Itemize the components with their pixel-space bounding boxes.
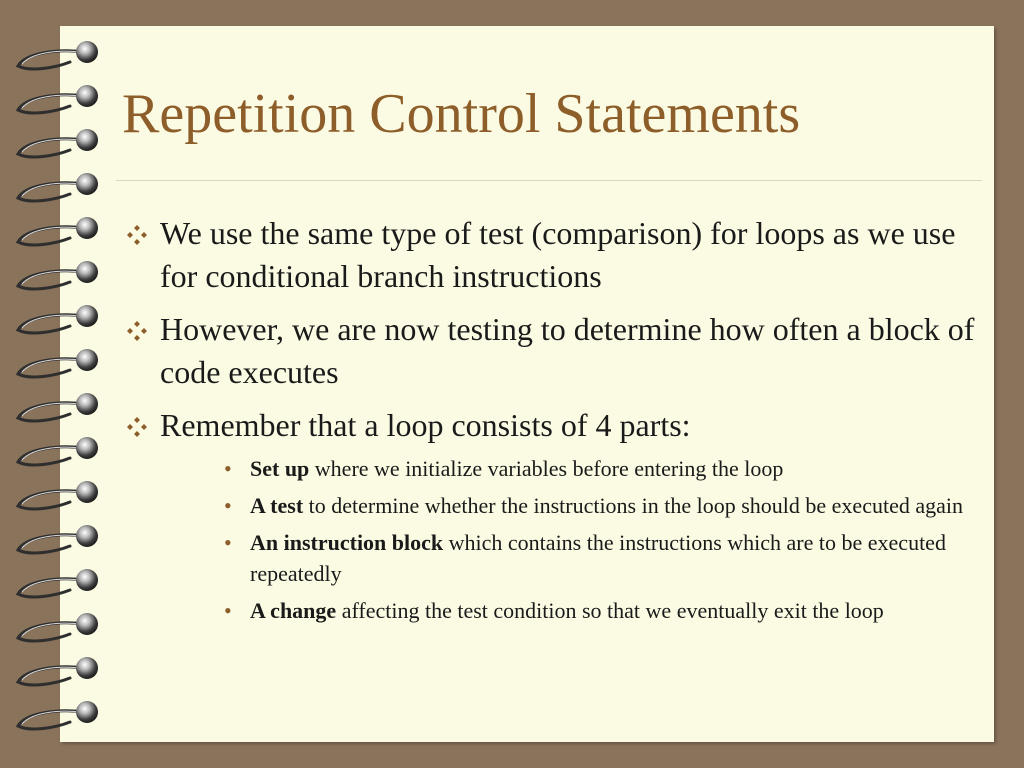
spiral-wire	[18, 95, 85, 113]
four-diamond-icon	[126, 416, 148, 438]
spiral-wire	[18, 51, 85, 69]
four-diamond-icon	[126, 320, 148, 342]
sub-bullet-term: A test	[250, 493, 304, 518]
sub-bullet-text: where we initialize variables before entering the loop	[309, 456, 784, 481]
spiral-ring	[76, 481, 98, 503]
spiral-ring	[76, 701, 98, 723]
sub-bullet-term: A change	[250, 598, 337, 623]
sub-bullet-item	[224, 490, 980, 521]
bullet-dot-icon: •	[224, 493, 232, 518]
spiral-ring	[76, 525, 98, 547]
bullet-dot-icon: •	[224, 456, 232, 481]
bullet-text: However, we are now testing to determine how often a block of code executes	[160, 311, 975, 390]
bullet-text: Remember that a loop consists of 4 parts:	[160, 407, 691, 443]
spiral-wire	[18, 579, 85, 597]
spiral-wire	[18, 359, 85, 377]
spiral-wire	[18, 447, 85, 465]
spiral-ring	[76, 85, 98, 107]
page-title: Repetition Control Statements	[122, 83, 801, 145]
spiral-wire	[18, 183, 85, 201]
spiral-wire	[18, 667, 85, 685]
spiral-ring	[76, 569, 98, 591]
bullet-item	[126, 404, 976, 447]
sub-bullet-term: Set up	[250, 456, 310, 481]
spiral-ring	[76, 261, 98, 283]
bullet-item	[126, 212, 976, 298]
sub-bullet-item	[224, 527, 980, 589]
bullet-item	[126, 308, 976, 394]
title-divider	[116, 180, 982, 181]
spiral-ring	[76, 41, 98, 63]
spiral-wire	[18, 491, 85, 509]
sub-bullet-text: affecting the test condition so that we eventually exit the loop	[336, 598, 884, 623]
sub-bullet-item	[224, 595, 980, 626]
spiral-ring	[76, 129, 98, 151]
spiral-ring	[76, 305, 98, 327]
spiral-ring	[76, 217, 98, 239]
spiral-wire	[18, 139, 85, 157]
sub-bullet-item	[224, 453, 980, 484]
spiral-ring	[76, 173, 98, 195]
spiral-wire	[18, 711, 85, 729]
bullet-dot-icon: •	[224, 530, 232, 555]
four-diamond-icon	[126, 224, 148, 246]
bullet-dot-icon: •	[224, 598, 232, 623]
sub-bullet-text: which contains the instructions which are to be executed repeatedly	[250, 530, 946, 586]
spiral-ring	[76, 393, 98, 415]
spiral-ring	[76, 349, 98, 371]
spiral-ring	[76, 437, 98, 459]
spiral-wire	[18, 623, 85, 641]
sub-bullet-term: An instruction block	[250, 530, 444, 555]
spiral-wire	[18, 227, 85, 245]
spiral-wire	[18, 535, 85, 553]
spiral-wire	[18, 315, 85, 333]
slide-content	[126, 212, 976, 632]
spiral-ring	[76, 657, 98, 679]
spiral-wire	[18, 271, 85, 289]
sub-bullet-list	[126, 453, 976, 626]
bullet-text: We use the same type of test (comparison) for loops as we use for conditional branch instructions	[160, 215, 956, 294]
spiral-binding	[0, 0, 110, 768]
spiral-ring	[76, 613, 98, 635]
spiral-wire	[18, 403, 85, 421]
sub-bullet-text: to determine whether the instructions in the loop should be executed again	[303, 493, 963, 518]
